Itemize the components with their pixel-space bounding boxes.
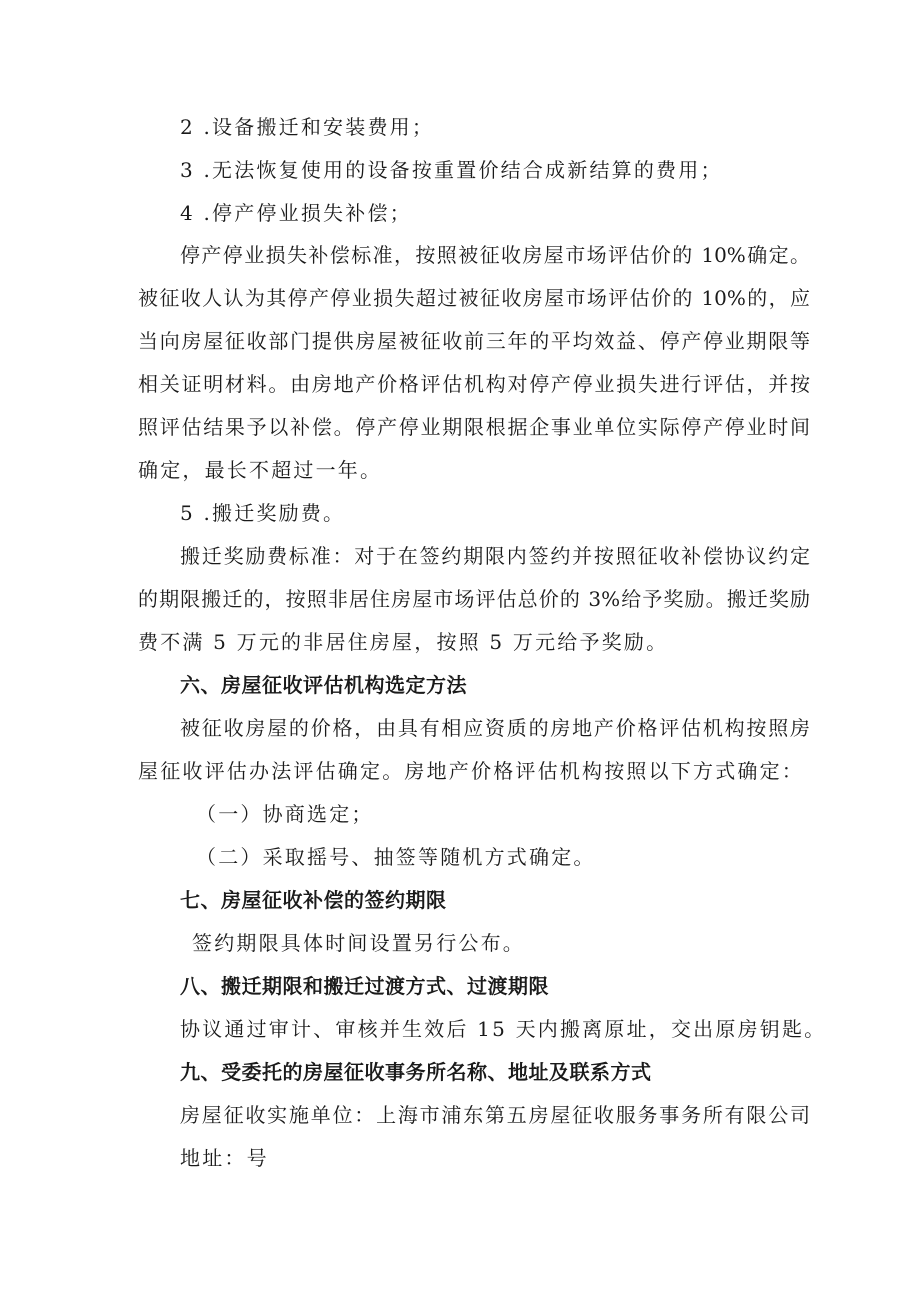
paragraph-line: 照评估结果予以补偿。停产停业期限根据企事业单位实际停产停业时间 [138,415,810,439]
paragraph-line: 被征收房屋的价格，由具有相应资质的房地产价格评估机构按照房 [180,716,810,740]
list-item-4: 4 .停产停业损失补偿； [180,201,412,225]
list-item-2: 2 .设备搬迁和安装费用； [180,115,435,139]
paragraph-line: 费不满 5 万元的非居住房屋，按照 5 万元给予奖励。 [138,630,669,654]
section-heading-9: 九、受委托的房屋征收事务所名称、地址及联系方式 [180,1060,652,1084]
paragraph-line: 被征收人认为其停产停业损失超过被征收房屋市场评估价的 10%的，应 [138,286,810,310]
sub-item-2: （二）采取摇号、抽签等随机方式确定。 [196,845,596,869]
paragraph-line: 确定，最长不超过一年。 [138,458,383,482]
list-item-5: 5 .搬迁奖励费。 [180,501,346,525]
paragraph-line: 的期限搬迁的，按照非居住房屋市场评估总价的 3%给予奖励。搬迁奖励 [138,587,810,611]
section-heading-8: 八、搬迁期限和搬迁过渡方式、过渡期限 [180,974,549,998]
sub-item-1: （一）协商选定； [196,802,374,826]
paragraph-line: 搬迁奖励费标准：对于在签约期限内签约并按照征收补偿协议约定 [180,544,810,568]
paragraph-line: 当向房屋征收部门提供房屋被征收前三年的平均效益、停产停业期限等 [138,329,810,353]
section-heading-6: 六、房屋征收评估机构选定方法 [180,673,467,697]
paragraph-line: 房屋征收实施单位：上海市浦东第五房屋征收服务事务所有限公司 [180,1103,810,1127]
paragraph-line: 签约期限具体时间设置另行公布。 [192,931,525,955]
paragraph-line: 停产停业损失补偿标准，按照被征收房屋市场评估价的 10%确定。 [180,243,810,267]
paragraph-line: 相关证明材料。由房地产价格评估机构对停产停业损失进行评估，并按 [138,372,810,396]
address-line: 地址：号 [180,1146,269,1170]
paragraph-line: 屋征收评估办法评估确定。房地产价格评估机构按照以下方式确定： [138,759,804,783]
list-item-3: 3 .无法恢复使用的设备按重置价结合成新结算的费用； [180,158,723,182]
paragraph-line: 协议通过审计、审核并生效后 15 天内搬离原址，交出原房钥匙。 [180,1017,827,1041]
section-heading-7: 七、房屋征收补偿的签约期限 [180,888,447,912]
